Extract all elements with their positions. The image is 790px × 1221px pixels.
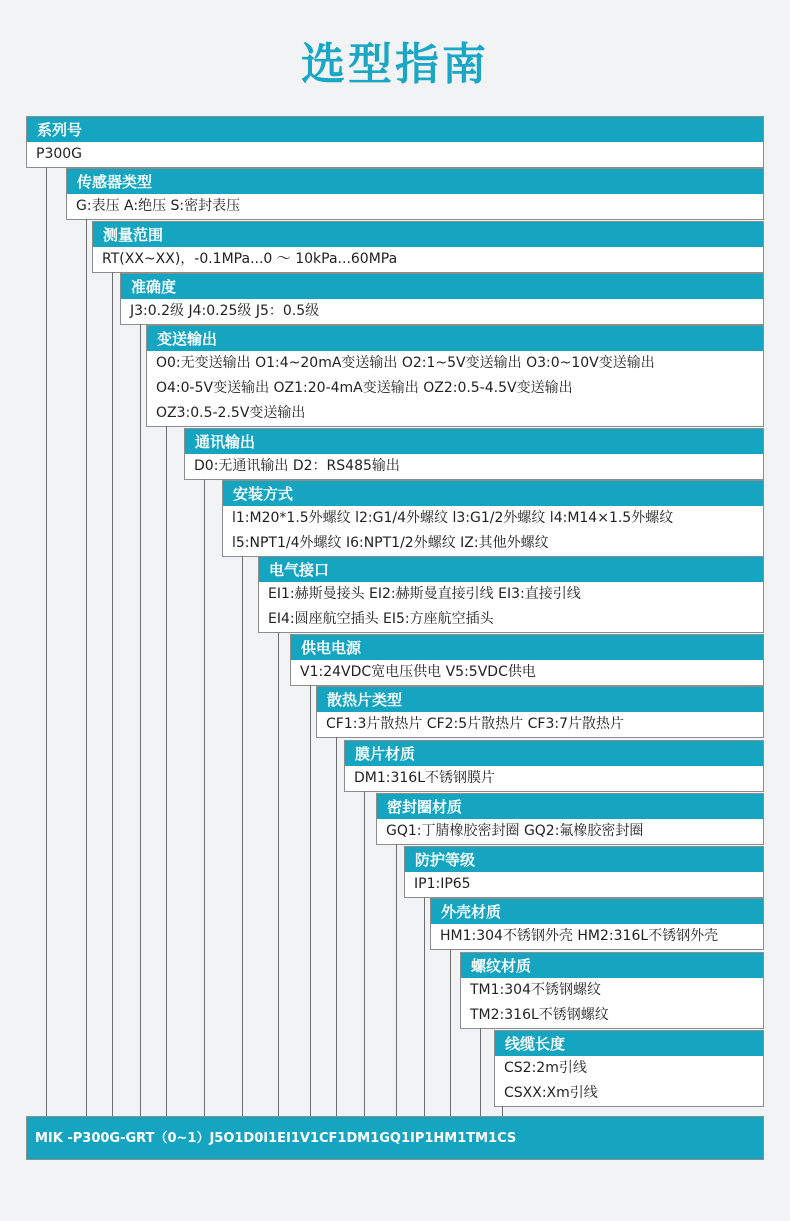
section-body	[26, 142, 764, 168]
section-body	[258, 582, 764, 633]
option-line: O0:无变送输出 O1:4~20mA变送输出 O2:1~5V变送输出 O3:0~10V变送输出	[156, 355, 655, 371]
section-electric	[258, 556, 764, 633]
option-line: EI1:赫斯曼接头 EI2:赫斯曼直接引线 EI3:直接引线	[268, 586, 581, 602]
connector-line	[46, 167, 47, 1116]
section-seal	[376, 793, 764, 845]
section-thread	[460, 952, 764, 1029]
section-cable	[494, 1030, 764, 1107]
section-accuracy	[120, 273, 764, 325]
section-body	[120, 299, 764, 325]
section-header: 线缆长度	[494, 1030, 764, 1056]
section-body	[376, 819, 764, 845]
connector-line	[204, 479, 205, 1116]
connector-line	[450, 949, 451, 1116]
option-line: EI4:圆座航空插头 EI5:方座航空插头	[268, 611, 494, 627]
section-header: 传感器类型	[66, 168, 764, 194]
option-line: l1:M20*1.5外螺纹 l2:G1/4外螺纹 l3:G1/2外螺纹 l4:M14×1.5外螺纹	[232, 510, 674, 526]
section-body	[494, 1056, 764, 1107]
option-line: TM2:316L不锈钢螺纹	[470, 1007, 609, 1023]
connector-line	[396, 844, 397, 1116]
section-protection	[404, 846, 764, 898]
section-header: 供电电源	[290, 634, 764, 660]
connector-line	[424, 897, 425, 1116]
section-body	[316, 712, 764, 738]
section-body	[146, 351, 764, 427]
connector-line	[310, 685, 311, 1116]
option-line: G:表压 A:绝压 S:密封表压	[76, 198, 241, 214]
section-body	[92, 247, 764, 273]
page-title: 选型指南	[301, 39, 489, 90]
option-line: J3:0.2级 J4:0.25级 J5：0.5级	[130, 303, 320, 319]
section-header: 螺纹材质	[460, 952, 764, 978]
section-housing	[430, 898, 764, 950]
option-line: CF1:3片散热片 CF2:5片散热片 CF3:7片散热片	[326, 716, 624, 732]
option-line: OZ3:0.5-2.5V变送输出	[156, 405, 306, 421]
section-body	[184, 454, 764, 480]
section-header: 防护等级	[404, 846, 764, 872]
section-body	[404, 872, 764, 898]
connector-line	[364, 791, 365, 1116]
option-line: P300G	[36, 146, 83, 162]
section-header: 系列号	[26, 116, 764, 142]
section-body	[66, 194, 764, 220]
connector-line	[336, 737, 337, 1116]
section-comm	[184, 428, 764, 480]
section-body	[222, 506, 764, 557]
option-line: GQ1:丁腈橡胶密封圈 GQ2:氟橡胶密封圈	[386, 823, 644, 839]
option-line: V1:24VDC宽电压供电 V5:5VDC供电	[300, 664, 536, 680]
section-body	[290, 660, 764, 686]
section-header: 密封圈材质	[376, 793, 764, 819]
section-diaphragm	[344, 740, 764, 792]
model-code-bar: MIK -P300G-GRT（0~1）J5O1D0I1EI1V1CF1DM1GQ1IP1HM1TM1CS	[26, 1116, 764, 1160]
option-line: DM1:316L不锈钢膜片	[354, 770, 496, 786]
section-heatsink	[316, 686, 764, 738]
section-output	[146, 325, 764, 427]
section-mount	[222, 480, 764, 557]
section-power	[290, 634, 764, 686]
option-line: CSXX:Xm引线	[504, 1085, 598, 1101]
connector-line	[166, 426, 167, 1116]
section-series	[26, 116, 764, 168]
connector-line	[480, 1028, 481, 1116]
section-header: 通讯输出	[184, 428, 764, 454]
connector-line	[86, 219, 87, 1116]
option-line: l5:NPT1/4外螺纹 I6:NPT1/2外螺纹 IZ:其他外螺纹	[232, 535, 549, 551]
connector-line	[242, 556, 243, 1116]
section-header: 变送输出	[146, 325, 764, 351]
section-body	[460, 978, 764, 1029]
option-line: TM1:304不锈钢螺纹	[470, 982, 601, 998]
connector-line	[278, 632, 279, 1116]
section-header: 膜片材质	[344, 740, 764, 766]
option-line: CS2:2m引线	[504, 1060, 587, 1076]
connector-line	[112, 272, 113, 1116]
option-line: HM1:304不锈钢外壳 HM2:316L不锈钢外壳	[440, 928, 719, 944]
section-body	[430, 924, 764, 950]
section-body	[344, 766, 764, 792]
option-line: D0:无通讯输出 D2：RS485输出	[194, 458, 400, 474]
option-line: RT(XX~XX)，-0.1MPa...0 ～ 10kPa...60MPa	[102, 251, 398, 267]
section-header: 电气接口	[258, 556, 764, 582]
option-line: IP1:IP65	[414, 876, 471, 892]
section-header: 测量范围	[92, 221, 764, 247]
connector-line	[140, 324, 141, 1116]
connector-line	[502, 1106, 503, 1116]
section-sensor-type	[66, 168, 764, 220]
section-header: 散热片类型	[316, 686, 764, 712]
section-range	[92, 221, 764, 273]
section-header: 外壳材质	[430, 898, 764, 924]
section-header: 准确度	[120, 273, 764, 299]
option-line: O4:0-5V变送输出 OZ1:20-4mA变送输出 OZ2:0.5-4.5V变送输出	[156, 380, 573, 396]
section-header: 安装方式	[222, 480, 764, 506]
